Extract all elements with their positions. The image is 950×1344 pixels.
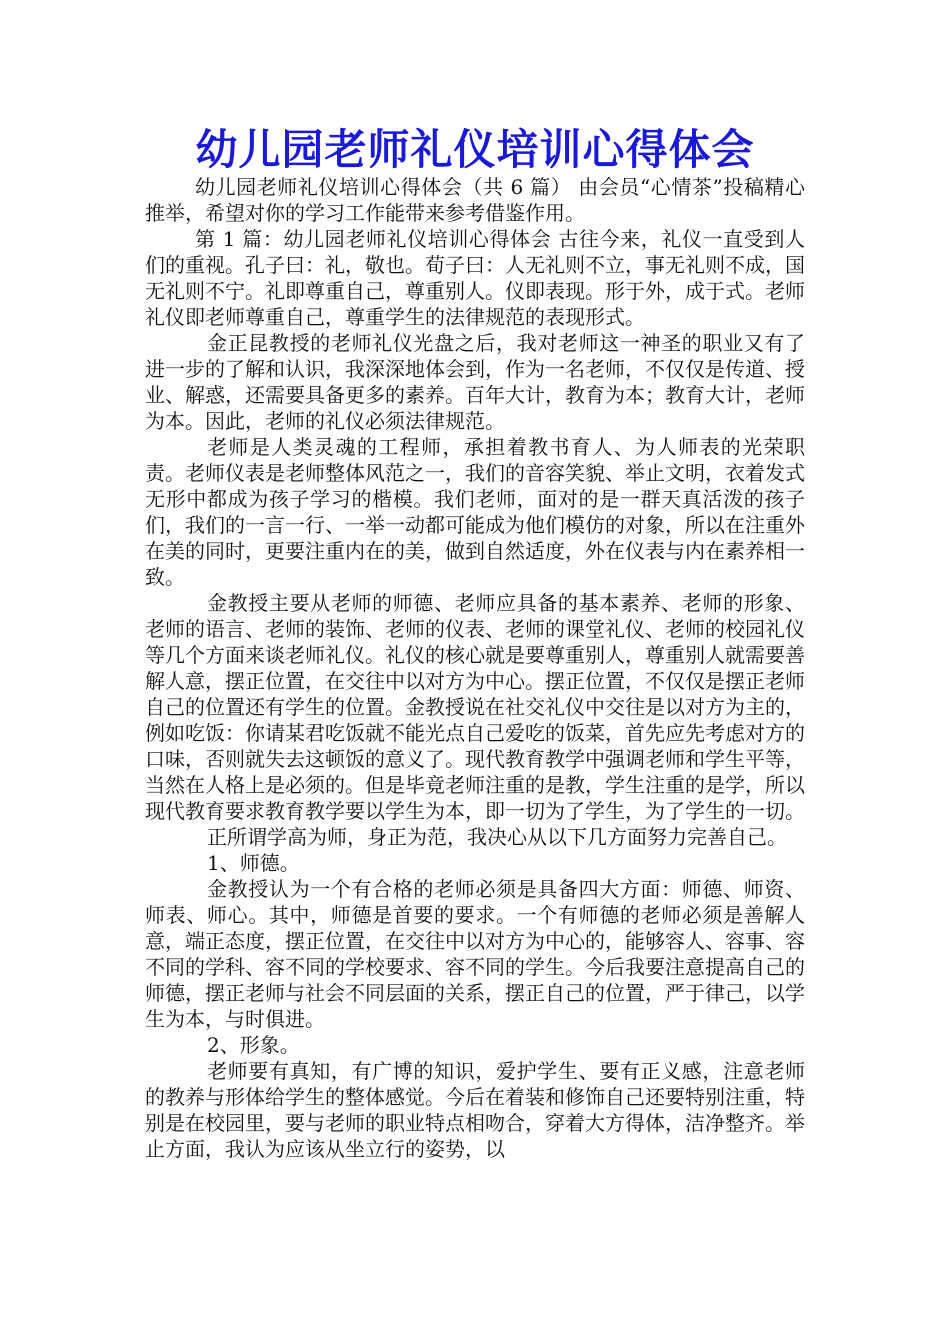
paragraph-etiquette-aspects: 金教授主要从老师的师德、老师应具备的基本素养、老师的形象、老师的语言、老师的装饰、老师的仪表、老师的课堂礼仪、老师的校园礼仪等几个方面来谈老师礼仪。礼仪的核心就是要尊重别人，尊重别人就需要善解人意，摆正位置，在交往中以对方为中心。摆正位置，不仅仅是摆正老师自己的位置还有学生的位置。金教授说在社交礼仪中交往是以对方为主的，例如吃饭：你请某君吃饭就不能光点自己爱吃的饭菜，首先应先考虑对方的口味，否则就失去这顿饭的意义了。现代教育教学中强调老师和学生平等，当然在人格上是必须的。但是毕竟老师注重的是教，学生注重的是学，所以现代教育要求教育教学要以学生为本，即一切为了学生，为了学生的一切。 — [145, 591, 805, 823]
paragraph-ethics: 金教授认为一个有合格的老师必须是具备四大方面：师德、师资、师表、师心。其中，师德是首要的要求。一个有师德的老师必须是善解人意，端正态度，摆正位置，在交往中以对方为中心的，能够容人、容事、容不同的学科、容不同的学校要求、容不同的学生。今后我要注意提高自己的师德，摆正老师与社会不同层面的关系，摆正自己的位置，严于律己，以学生为本，与时俱进。 — [145, 877, 805, 1031]
paragraph-part-1: 第 1 篇：幼儿园老师礼仪培训心得体会 古往今来，礼仪一直受到人们的重视。孔子曰：礼，敬也。荀子曰：人无礼则不立，事无礼则不成，国无礼则不宁。礼即尊重自己，尊重别人。仪即表现。形于外，成于式。老师礼仪即老师尊重自己，尊重学生的法律规范的表现形式。 — [145, 227, 805, 329]
paragraph-resolution: 正所谓学高为师，身正为范，我决心从以下几方面努力完善自己。 — [207, 825, 787, 849]
paragraph-cd-lecture: 金正昆教授的老师礼仪光盘之后，我对老师这一神圣的职业又有了进一步的了解和认识，我深深地体会到，作为一名老师，不仅仅是传道、授业、解惑，还需要具备更多的素养。百年大计，教育为本；教育大计，老师为本。因此，老师的礼仪必须法律规范。 — [145, 331, 805, 433]
paragraph-image: 老师要有真知，有广博的知识，爱护学生、要有正义感，注意老师的教养与形体给学生的整体感觉。今后在着装和修饰自己还要特别注重，特别是在校园里，要与老师的职业特点相吻合，穿着大方得体，洁净整齐。举止方面，我认为应该从坐立行的姿势，以 — [145, 1059, 805, 1161]
paragraph-teacher-role: 老师是人类灵魂的工程师，承担着教书育人、为人师表的光荣职责。老师仪表是老师整体风范之一，我们的音容笑貌、举止文明，衣着发式无形中都成为孩子学习的楷模。我们老师，面对的是一群天真活泼的孩子们，我们的一言一行、一举一动都可能成为他们模仿的对象，所以在注重外在美的同时，更要注重内在的美，做到自然适度，外在仪表与内在素养相一致。 — [145, 435, 805, 589]
document-title: 幼儿园老师礼仪培训心得体会 — [195, 125, 755, 174]
document-body — [145, 174, 805, 1162]
paragraph-intro: 幼儿园老师礼仪培训心得体会（共 6 篇） 由会员“心情茶”投稿精心推举，希望对你的学习工作能带来参考借鉴作用。 — [145, 175, 805, 225]
section-heading-ethics: 1、师德。 — [207, 851, 300, 875]
section-heading-image: 2、形象。 — [207, 1033, 300, 1057]
